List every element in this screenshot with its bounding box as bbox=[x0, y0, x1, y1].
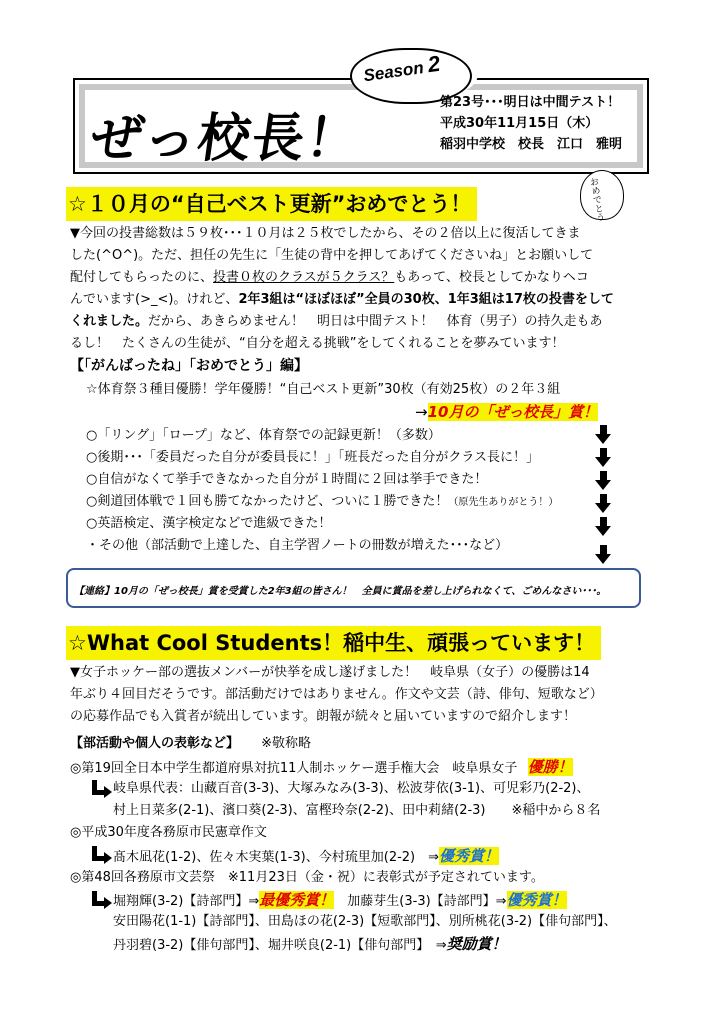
item-list-1: ○「リング」「ロープ」など、体育祭での記録更新！（多数） bbox=[86, 428, 441, 443]
item-list-3: ○自信がなくて挙手できなかった自分が１時間に２回は挙手できた！ bbox=[86, 472, 488, 487]
section1-paragraph: ▼今回の投書総数は５９枚･･･１０月は２５枚でしたから、その２倍以上に復活してきま した(^O^)。ただ、担任の先生に「生徒の背中を押してあげてくださいね」とお願いして 配付してもらったのに、投書０枚のクラスが５クラス？もあって、校長としてかなりヘコ んでいます(>_<)。けれど、2年3組は“ほぼほぼ”全員の30枚、1年3組は17枚の投書をして くれました。だから、あきらめません！ 明日は中間テスト！ 体育（男子）の持久走もあ るし！ たくさんの生徒が、“自分を超える挑戦”をしてくれることを夢みています！ bbox=[70, 226, 614, 351]
top-item: ☆体育祭３種目優勝！学年優勝！“自己ベスト更新”30枚（有効25枚）の２年３組 bbox=[86, 382, 561, 397]
item-list-6: ・その他（部活動で上達した、自主学習ノートの冊数が増えた･･･など） bbox=[86, 538, 509, 553]
section1-heading: ☆１０月の“自己ベスト更新”おめでとう！ bbox=[66, 187, 477, 221]
award3-line3: 丹羽碧(3-2)【俳句部門】、堀井咲良(2-1)【俳句部門】 ⇒奨励賞！ bbox=[113, 935, 507, 953]
bent-arrow-icon bbox=[92, 891, 112, 909]
issue-number: 第23号･･･明日は中間テスト！ bbox=[440, 95, 621, 110]
award1-title: ◎第19回全日本中学生都道府県対抗11人制ホッケー選手権大会 岐阜県女子 優勝！ bbox=[70, 758, 573, 776]
issue-author: 稲羽中学校 校長 江口 雅明 bbox=[440, 137, 623, 152]
award3-second-result: 優秀賞！ bbox=[506, 891, 567, 909]
award3-line1: 堀翔輝(3-2)【詩部門】⇒最優秀賞！ 加藤芽生(3-3)【詩部門】⇒優秀賞！ bbox=[113, 891, 567, 909]
item-list-2: ○後期･･･「委員だった自分が委員長に！」「班長だった自分がクラス長に！」 bbox=[86, 450, 539, 465]
zekkocho-award: 10月の「ぜっ校長」賞！ bbox=[427, 403, 599, 421]
award3-top-result: 最優秀賞！ bbox=[259, 891, 335, 909]
down-arrow-icon bbox=[595, 448, 612, 467]
award2-result: 優秀賞！ bbox=[439, 847, 500, 865]
award1-line2: 村上日菜多(2-1)、濱口葵(2-3)、富樫玲奈(2-2)、田中莉緒(2-3) ※稲中から８名 bbox=[113, 803, 601, 818]
award2-line: 髙木凪花(1-2)、佐々木実葉(1-3)、今村琉里加(2-2) ⇒優秀賞！ bbox=[113, 847, 500, 865]
bent-arrow-icon bbox=[92, 846, 112, 864]
award-line: →10月の「ぜっ校長」賞！ bbox=[415, 403, 599, 421]
award1-result: 優勝！ bbox=[527, 758, 573, 776]
award3-encourage-result: 奨励賞！ bbox=[446, 935, 507, 953]
award3-title: ◎第48回各務原市文芸祭 ※11月23日（金・祝）に表彰式が予定されています。 bbox=[70, 870, 544, 885]
season-label: Season 2 bbox=[362, 50, 442, 86]
section2-heading: ☆What Cool Students！稲中生、頑張っています！ bbox=[66, 626, 601, 660]
item-list-4: ○剣道団体戦で１回も勝てなかったけど、ついに１勝できた！（原先生ありがとう！） bbox=[86, 494, 559, 509]
congrats-badge-icon: おめでとう bbox=[580, 170, 624, 220]
notice-text: 【連絡】10月の「ぜっ校長」賞を受賞した2年3組の皆さん！ 全員に賞品を差し上げられなくて、ごめんなさい･･･。 bbox=[74, 586, 607, 597]
item-list-5: ○英語検定、漢字検定などで進級できた！ bbox=[86, 516, 332, 531]
award1-line1: 岐阜県代表：山藏百音(3-3)、大塚みなみ(3-3)、松波芽依(3-1)、可児彩乃(2-2)、 bbox=[113, 781, 590, 796]
award2-title: ◎平成30年度各務原市民憲章作文 bbox=[70, 825, 267, 840]
down-arrow-icon bbox=[595, 494, 612, 513]
section2-subheading: 【部活動や個人の表彰など】 ※敬称略 bbox=[70, 736, 312, 751]
section1-subheading: 【「がんばったね」「おめでとう」編】 bbox=[70, 358, 308, 374]
bent-arrow-icon bbox=[92, 780, 112, 798]
section2-paragraph: ▼女子ホッケー部の選抜メンバーが快挙を成し遂げました！ 岐阜県（女子）の優勝は14 年ぶり４回目だそうです。部活動だけではありません。作文や文芸（詩、俳句、短歌など） の応募作品でも入賞者が続出しています。朗報が続々と届いていますので紹介します！ bbox=[70, 665, 603, 724]
down-arrow-icon bbox=[595, 471, 612, 490]
down-arrow-icon bbox=[595, 517, 612, 536]
issue-date: 平成30年11月15日（木） bbox=[440, 116, 599, 131]
award3-line2: 安田陽花(1-1)【詩部門】、田島ほの花(2-3)【短歌部門】、別所桃花(3-2)【俳句部門】、 bbox=[113, 914, 617, 929]
newsletter-title: ぜっ校長！ bbox=[87, 108, 365, 169]
down-arrow-icon bbox=[595, 545, 612, 564]
down-arrow-icon bbox=[595, 425, 612, 444]
